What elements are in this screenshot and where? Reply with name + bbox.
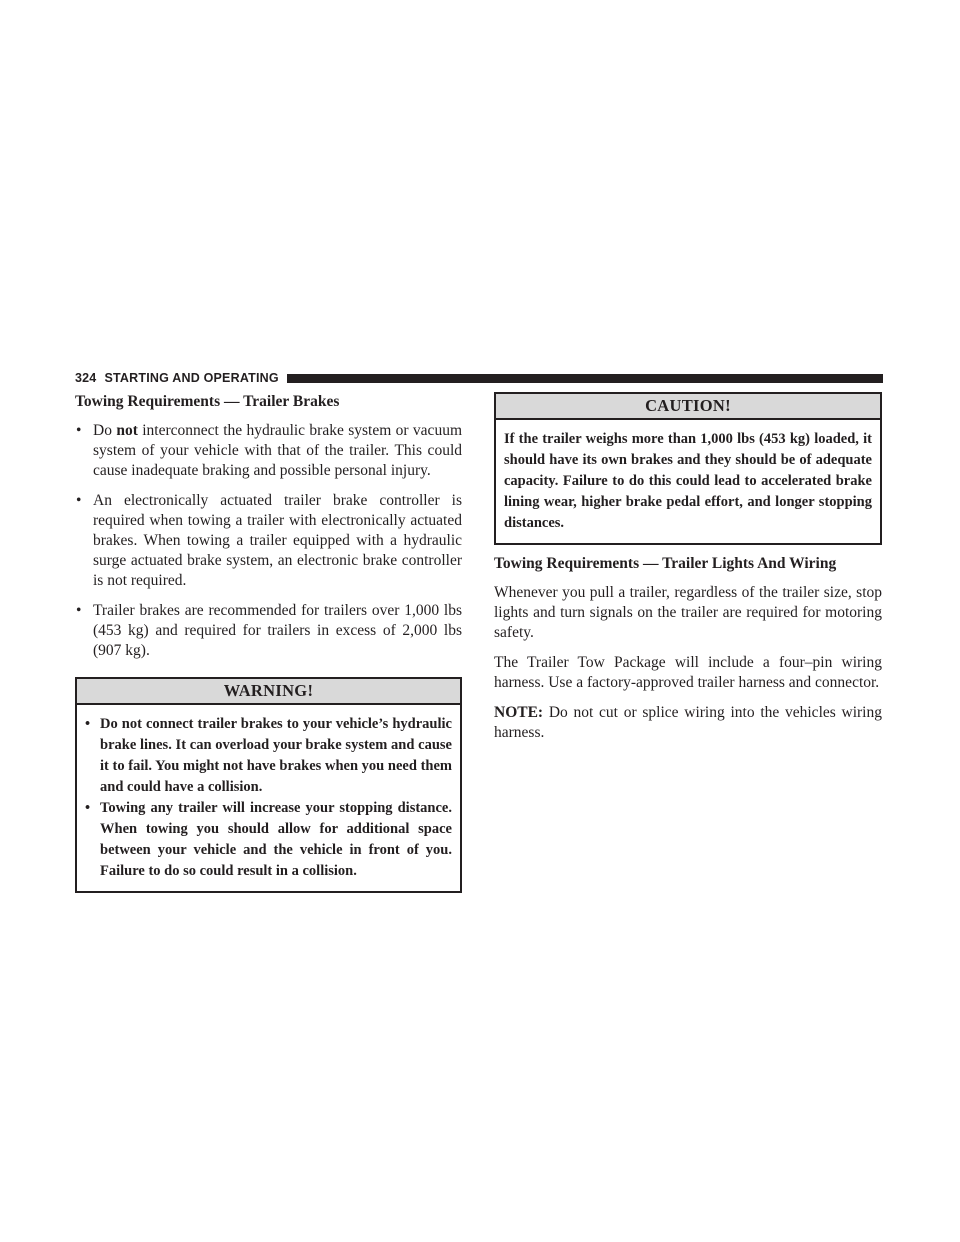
section-title: STARTING AND OPERATING (104, 371, 279, 385)
bullet-icon: • (76, 492, 82, 509)
warning-body (77, 705, 460, 891)
bullet-lead: Do (93, 422, 117, 439)
trailer-brakes-heading: Towing Requirements — Trailer Brakes (75, 393, 340, 410)
caution-box (494, 392, 882, 545)
warning-title: WARNING! (77, 679, 460, 705)
list-item (75, 421, 462, 481)
caution-body (496, 420, 880, 543)
bullet-text: An electronically actuated trailer brake controller is required when towing a trailer with electronically actuated brakes. When towing a trailer equipped with a hydraulic surge actuated brake system, an electronic brake controller is not required. (93, 492, 462, 589)
warning-item (85, 798, 452, 882)
bullet-icon: • (85, 800, 91, 816)
list-item (75, 601, 462, 661)
note-text: Do not cut or splice wiring into the vehicles wiring harness. (494, 704, 882, 741)
right-column (494, 392, 882, 743)
bullet-icon: • (85, 716, 91, 732)
trailer-brakes-list (75, 421, 462, 661)
bullet-text: Trailer brakes are recommended for trailers over 1,000 lbs (453 kg) and required for trailers in excess of 2,000 lbs (907 kg). (93, 602, 462, 659)
note-label: NOTE: (494, 704, 544, 721)
warning-box (75, 677, 462, 893)
list-item (75, 491, 462, 591)
page-number: 324 (75, 371, 97, 385)
caution-text: If the trailer weighs more than 1,000 lbs (453 kg) loaded, it should have its own brakes and they should be of adequate capacity. Failure to do this could lead to accelerated brake lining wear, higher brake pedal effort, and longer stopping distances. (504, 431, 872, 531)
left-column (75, 392, 462, 893)
bullet-icon: • (76, 422, 82, 439)
paragraph: Whenever you pull a trailer, regardless of the trailer size, stop lights and turn signals on the trailer are required for motoring safety. (494, 584, 882, 641)
caution-title: CAUTION! (496, 394, 880, 420)
warning-text: Do not connect trailer brakes to your vehicle’s hydraulic brake lines. It can overload your brake system and cause it to fail. You might not have brakes when you need them and could have a collision. (100, 716, 452, 795)
header-rule (287, 374, 883, 383)
paragraph: The Trailer Tow Package will include a four–pin wiring harness. Use a factory-approved trailer harness and connector. (494, 654, 882, 691)
warning-text: Towing any trailer will increase your stopping distance. When towing you should allow for additional space between your vehicle and the vehicle in front of you. Failure to do so could result in a collision. (100, 800, 452, 879)
bullet-emphasis: not (116, 422, 138, 439)
page-header (75, 370, 883, 386)
bullet-text: interconnect the hydraulic brake system or vacuum system of your vehicle with that of the trailer. This could cause inadequate braking and possible personal injury. (93, 422, 462, 479)
note-paragraph (494, 703, 882, 743)
bullet-icon: • (76, 602, 82, 619)
warning-item (85, 714, 452, 798)
lights-wiring-heading: Towing Requirements — Trailer Lights And Wiring (494, 555, 837, 572)
